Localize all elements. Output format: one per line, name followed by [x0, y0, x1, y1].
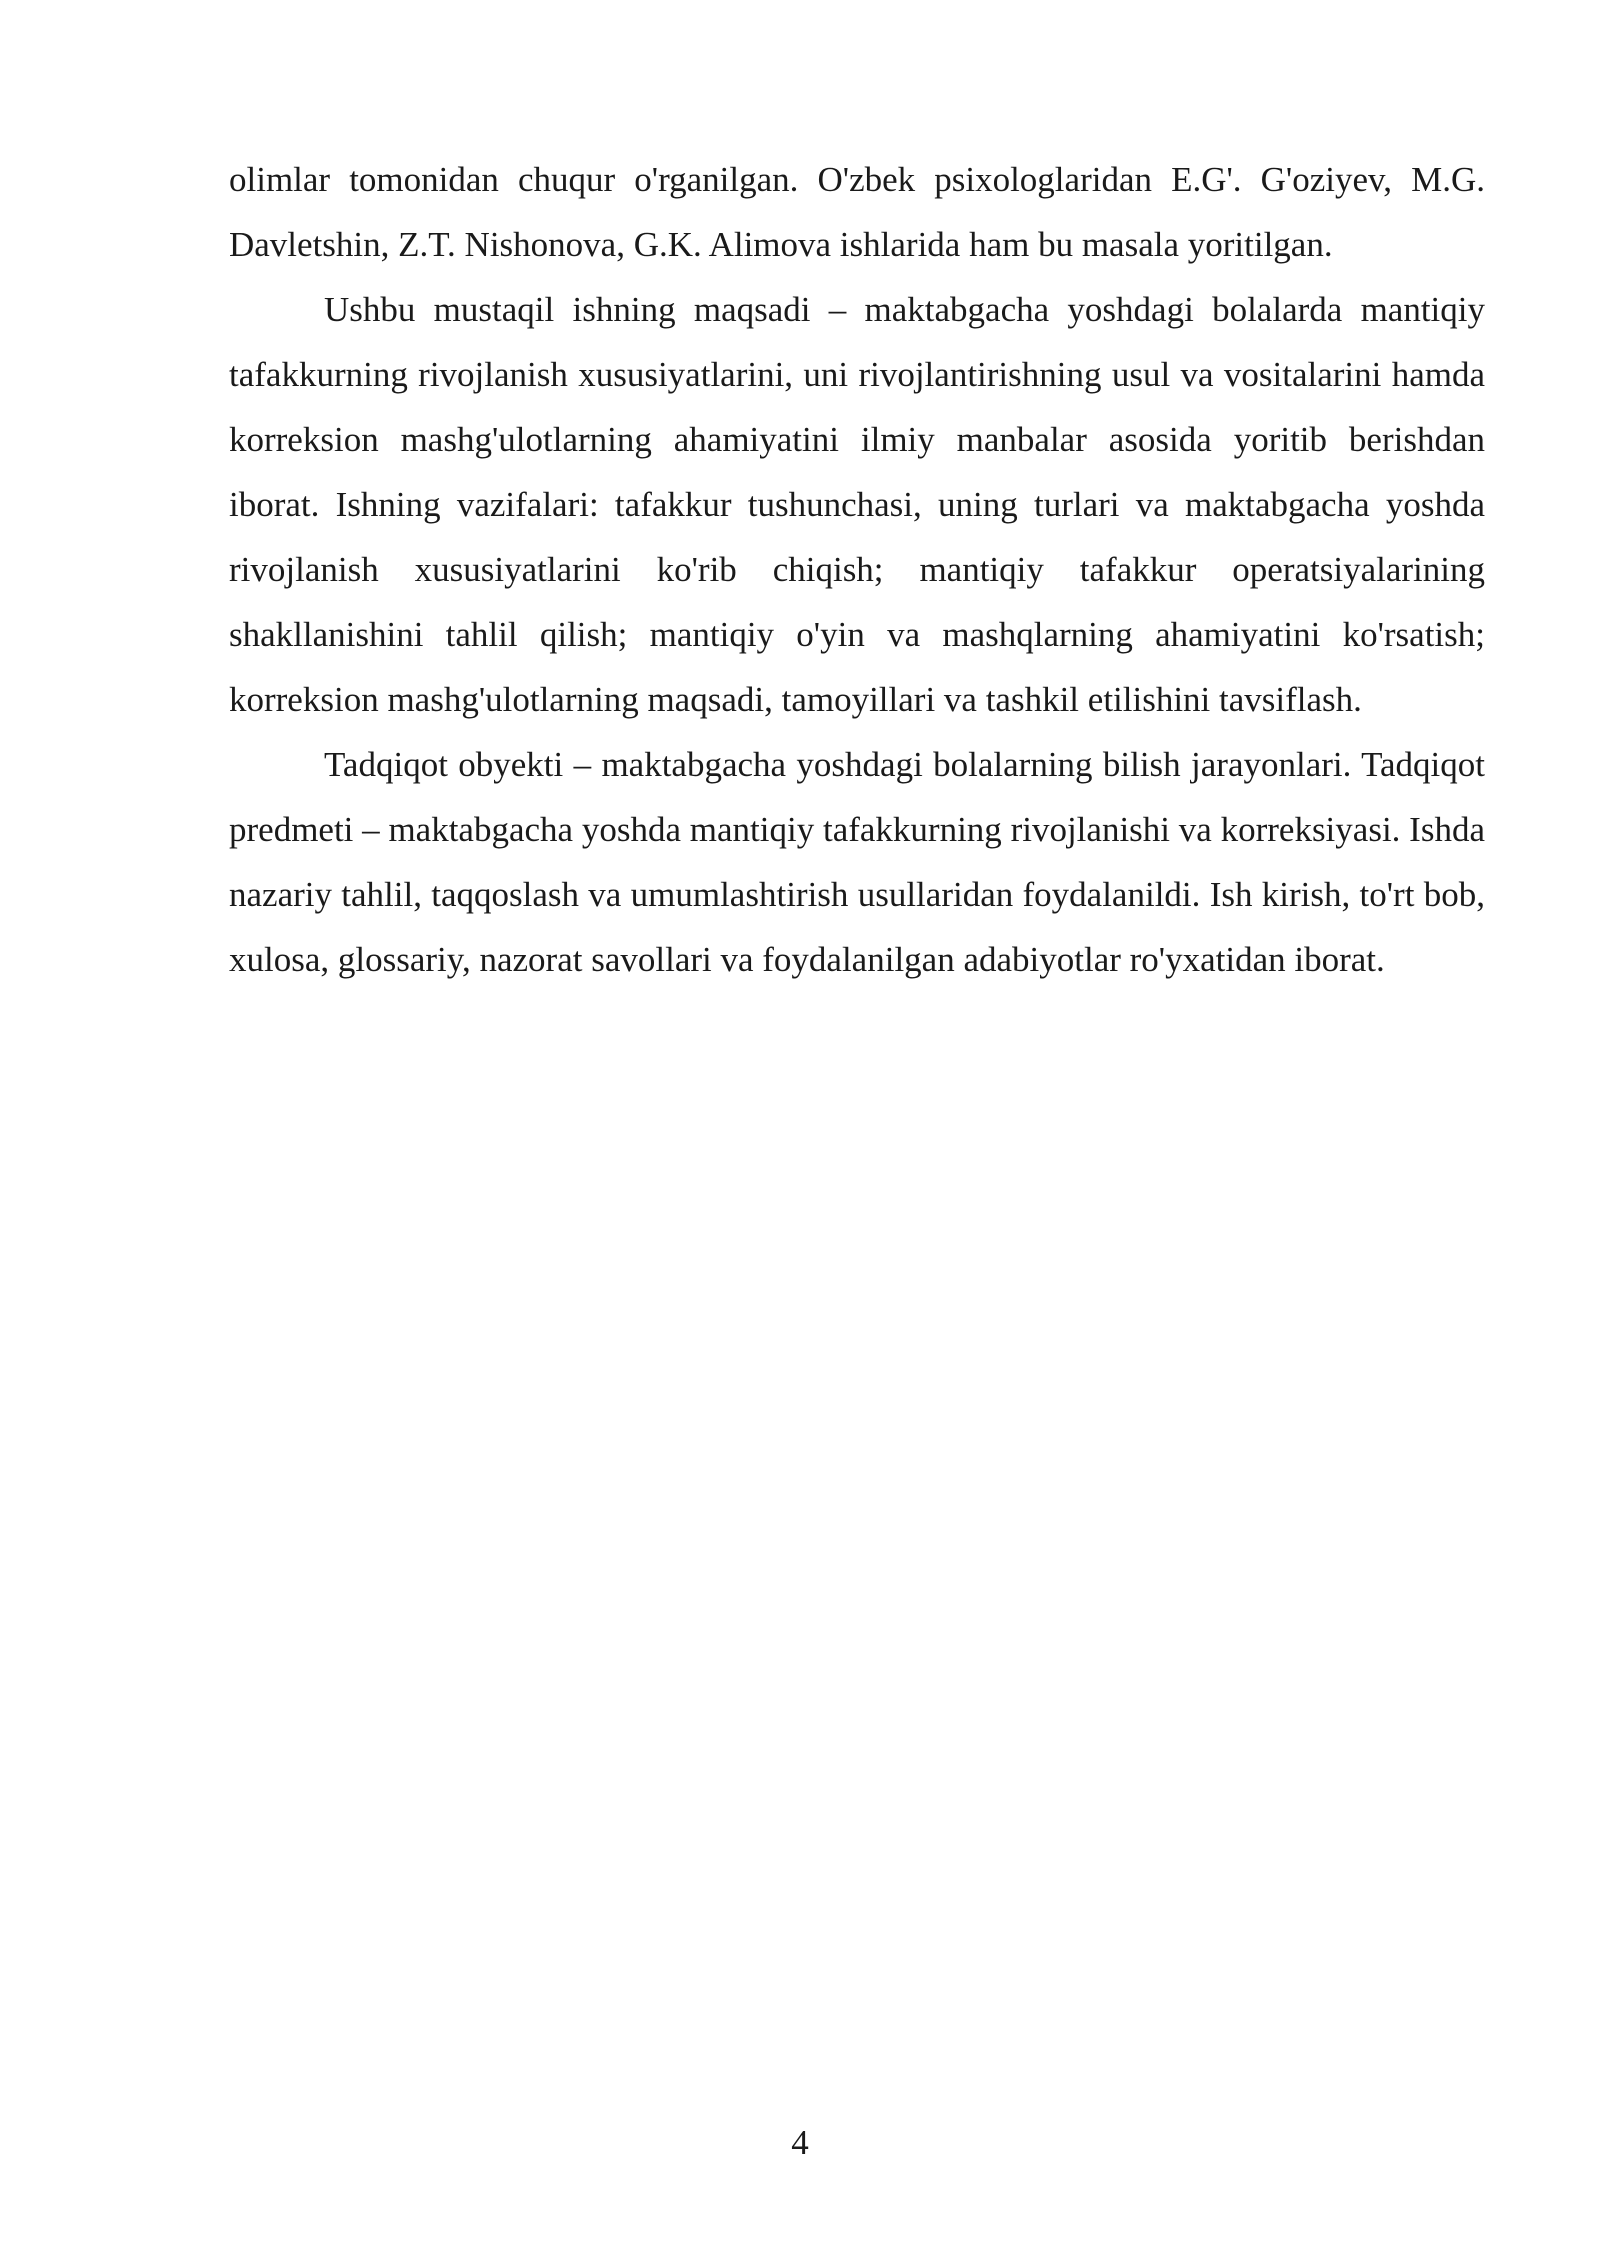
body-text	[229, 147, 1485, 992]
paragraph-purpose: Ushbu mustaqil ishning maqsadi – maktabgacha yoshdagi bolalarda mantiqiy tafakkurning rivojlanish xususiyatlarini, uni rivojlantirishning usul va vositalarini hamda korreksion mashg'ulotlarning ahamiyatini ilmiy manbalar asosida yoritib berishdan iborat. Ishning vazifalari: tafakkur tushunchasi, uning turlari va maktabgacha yoshda rivojlanish xususiyatlarini ko'rib chiqish; mantiqiy tafakkur operatsiyalarining shakllanishini tahlil qilish; mantiqiy o'yin va mashqlarning ahamiyatini ko'rsatish; korreksion mashg'ulotlarning maqsadi, tamoyillari va tashkil etilishini tavsiflash.	[229, 290, 1485, 719]
paragraph-continuation: olimlar tomonidan chuqur o'rganilgan. O'zbek psixologlaridan E.G'. G'oziyev, M.G. Davletshin, Z.T. Nishonova, G.K. Alimova ishlarida ham bu masala yoritilgan.	[229, 160, 1485, 264]
paragraph-research-object: Tadqiqot obyekti – maktabgacha yoshdagi bolalarning bilish jarayonlari. Tadqiqot predmeti – maktabgacha yoshda mantiqiy tafakkurning rivojlanishi va korreksiyasi. Ishda nazariy tahlil, taqqoslash va umumlashtirish usullaridan foydalanildi. Ish kirish, to'rt bob, xulosa, glossariy, nazorat savollari va foydalanilgan adabiyotlar ro'yxatidan iborat.	[229, 745, 1485, 979]
page-number: 4	[791, 2123, 809, 2162]
